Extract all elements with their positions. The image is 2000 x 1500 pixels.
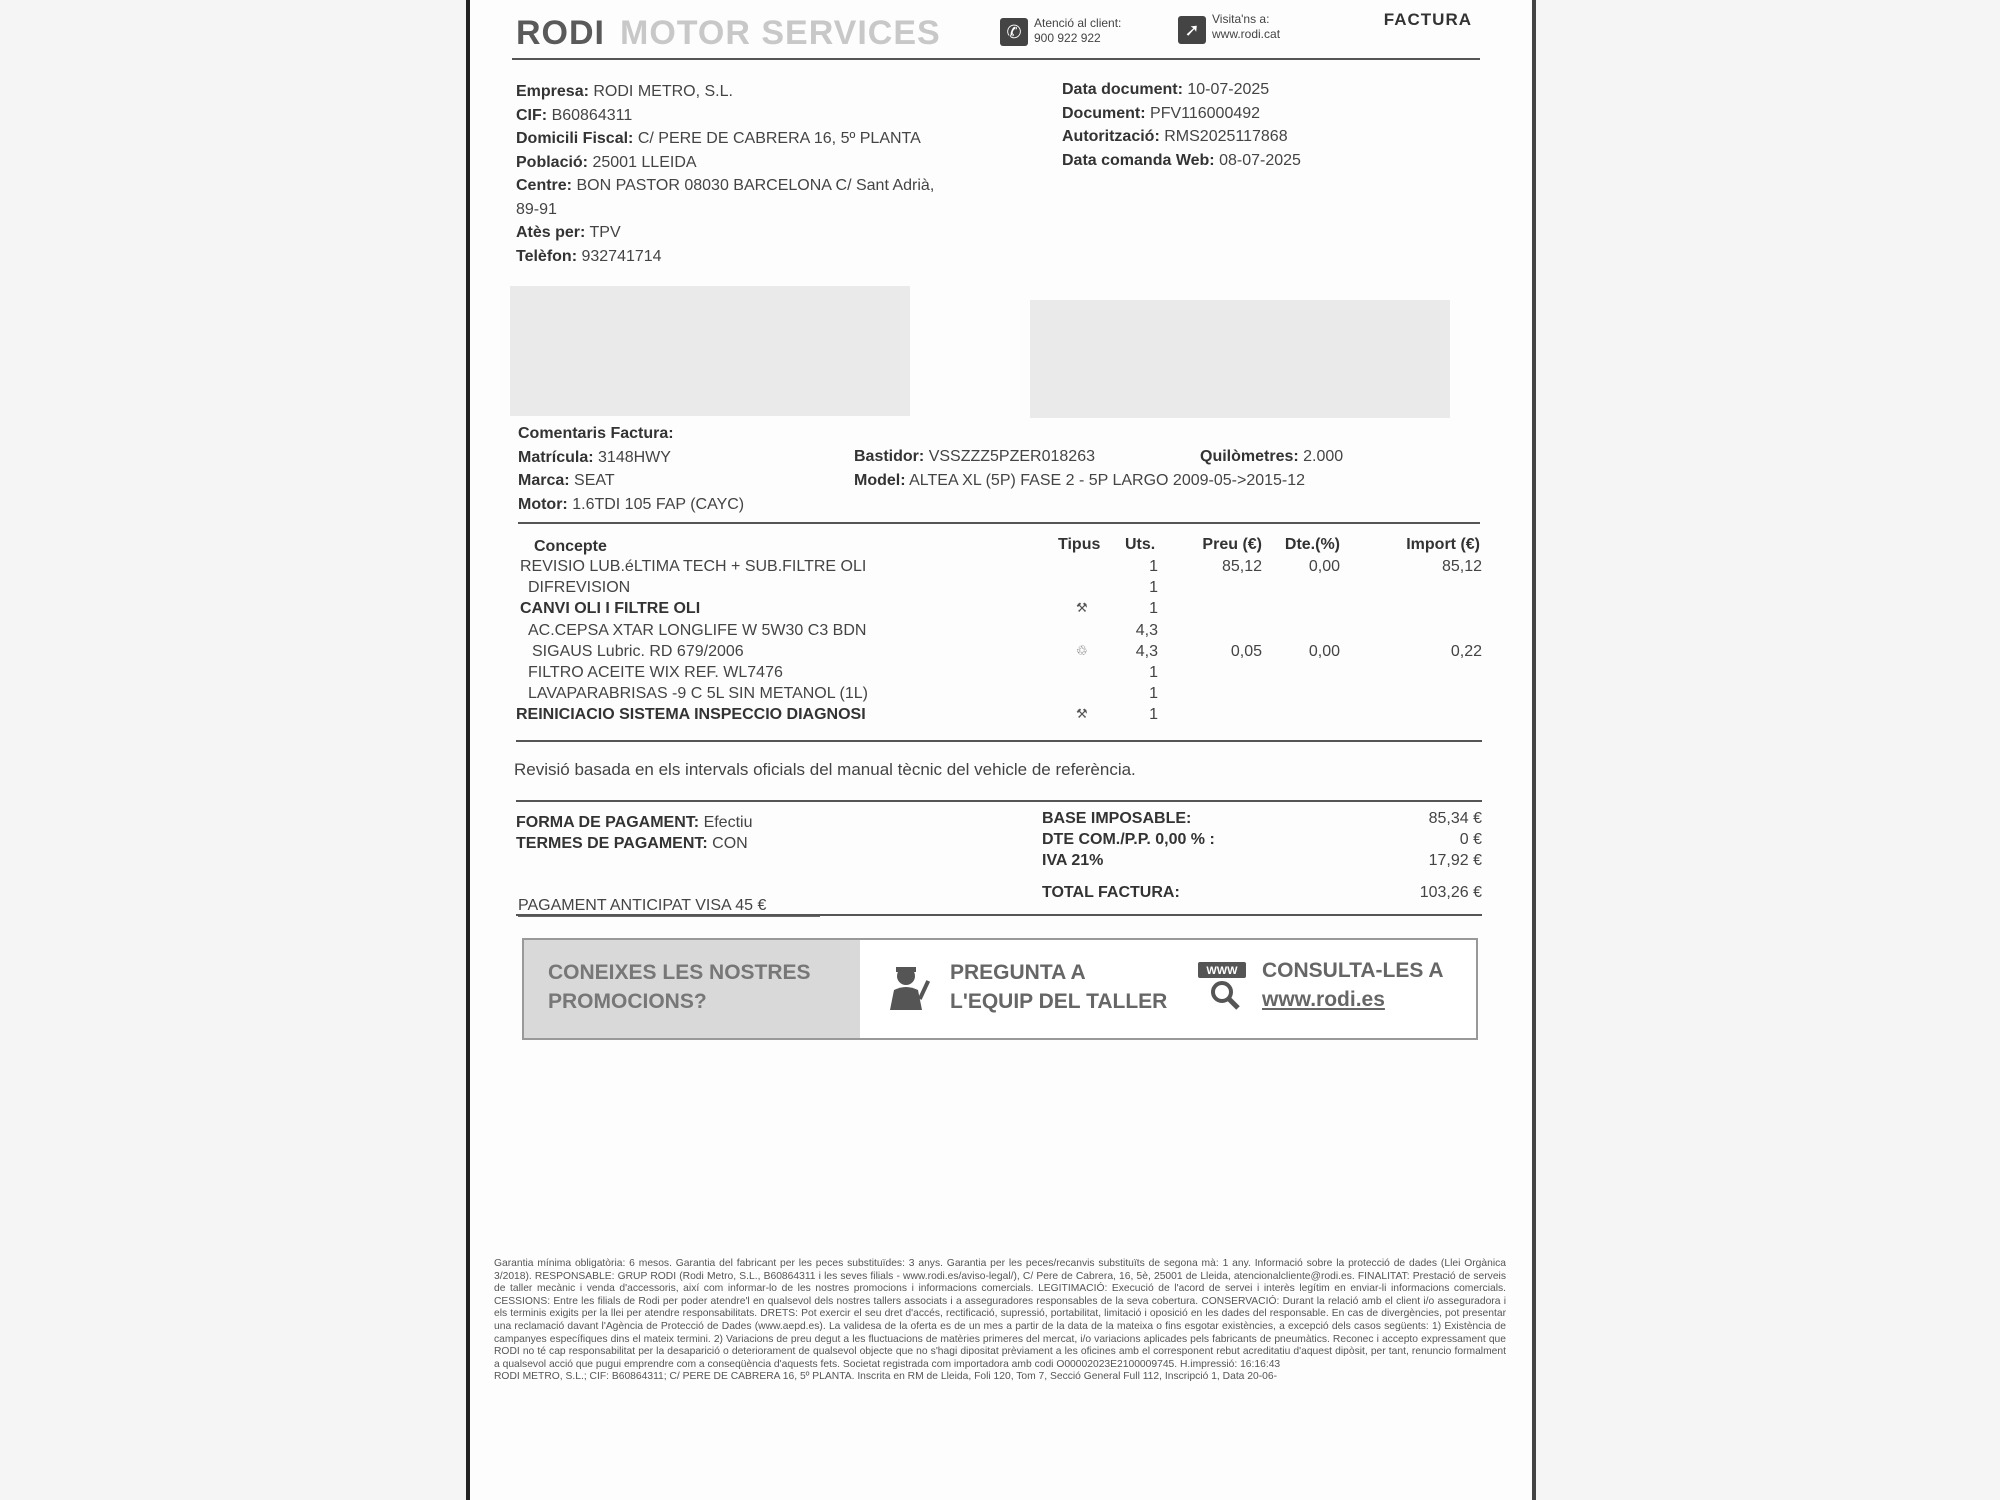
table-bottom-divider [516, 740, 1482, 742]
line-uts: 1 [1149, 558, 1158, 575]
col-header-concepte: Concepte [534, 538, 607, 555]
poblacio-row: Població: 25001 LLEIDA [516, 153, 697, 171]
line-concepte: AC.CEPSA XTAR LONGLIFE W 5W30 C3 BDN [528, 621, 867, 639]
revision-note: Revisió basada en els intervals oficials del manual tècnic del vehicle de referència. [514, 760, 1136, 779]
totals-divider [516, 914, 1482, 916]
dte-row: DTE COM./P.P. 0,00 % : 0 € [1042, 831, 1482, 848]
km-row: Quilòmetres: 2.000 [1200, 448, 1344, 465]
line-preu: 0,05 [1230, 642, 1262, 660]
col-header-dte: Dte.(%) [1284, 536, 1340, 553]
web-url: www.rodi.cat [1212, 27, 1281, 41]
line-import: 85,12 [1441, 558, 1482, 575]
data-comanda-row: Data comanda Web: 08-07-2025 [1062, 151, 1301, 169]
col-header-preu: Preu (€) [1202, 536, 1262, 553]
promo-web-link[interactable]: www.rodi.es [1262, 988, 1385, 1011]
base-imposable-row: BASE IMPOSABLE: 85,34 € [1042, 810, 1482, 827]
line-uts: 4,3 [1135, 642, 1158, 660]
line-concepte: LAVAPARABRISAS -9 C 5L SIN METANOL (1L) [528, 685, 868, 703]
line-concepte: CANVI OLI I FILTRE OLI [520, 600, 701, 618]
phone-label: Atenció al client: [1034, 16, 1122, 30]
promo-left-panel [524, 940, 860, 1038]
marca-row: Marca: SEAT [518, 472, 615, 489]
brand-logo-subtitle: MOTOR SERVICES [620, 14, 941, 52]
cursor-icon: ➚ [1178, 16, 1206, 44]
line-concepte: REINICIACIO SISTEMA INSPECCIO DIAGNOSI [516, 706, 866, 724]
autoritzacio-row: Autorització: RMS2025117868 [1062, 128, 1288, 145]
line-preu: 85,12 [1221, 558, 1262, 575]
domicili-row: Domicili Fiscal: C/ PERE DE CABRERA 16, 5º PLANTA [516, 130, 921, 147]
line-concepte: REVISIO LUB.éLTIMA TECH + SUB.FILTRE OLI [520, 558, 867, 575]
web-label: Visita'ns a: [1212, 12, 1270, 26]
model-row: Model: ALTEA XL (5P) FASE 2 - 5P LARGO 2009-05->2015-12 [854, 471, 1306, 489]
invoice-page [470, 0, 1532, 1500]
termes-pagament-row: TERMES DE PAGAMENT: CON [516, 835, 748, 852]
line-uts: 4,3 [1135, 621, 1158, 639]
total-factura-row: TOTAL FACTURA: 103,26 € [1042, 884, 1482, 901]
data-document-row: Data document: 10-07-2025 [1062, 81, 1270, 98]
telefon-row: Telèfon: 932741714 [516, 247, 662, 265]
bastidor-row: Bastidor: VSSZZZ5PZER018263 [854, 448, 1095, 465]
document-type: FACTURA [1383, 10, 1472, 29]
matricula-row: Matrícula: 3148HWY [518, 448, 671, 466]
mechanic-icon [884, 962, 934, 1012]
line-uts: 1 [1149, 664, 1158, 681]
iva-row: IVA 21% 17,92 € [1042, 852, 1482, 869]
line-import: 0,22 [1450, 642, 1482, 660]
line-concepte: FILTRO ACEITE WIX REF. WL7476 [528, 664, 783, 681]
line-uts: 1 [1149, 579, 1158, 597]
empresa-row: Empresa: RODI METRO, S.L. [516, 83, 733, 100]
col-header-uts: Uts. [1125, 536, 1156, 553]
col-header-tipus: Tipus [1058, 536, 1101, 553]
wrench-icon: ⚒ [1076, 600, 1088, 616]
line-dte: 0,00 [1308, 558, 1340, 575]
phone-icon: ✆ [1000, 18, 1028, 46]
promo-ask-staff: PREGUNTA A L'EQUIP DEL TALLER [950, 961, 1168, 1013]
document-number-row: Document: PFV116000492 [1062, 104, 1261, 122]
registry-text: RODI METRO, S.L.; CIF: B60864311; C/ PERE DE CABRERA 16, 5º PLANTA. Inscrita en RM de Lleida, Foli 120, Tom 7, Secció General Full 112, Inscripció 1, Data 20-06- [494, 1371, 1278, 1383]
line-uts: 1 [1149, 685, 1158, 703]
promo-banner [522, 938, 1478, 1040]
totals-block [1042, 810, 1482, 906]
payment-divider [516, 800, 1482, 802]
cif-row: CIF: B60864311 [516, 106, 633, 124]
phone-number: 900 922 922 [1034, 31, 1101, 45]
recycle-icon: ♲ [1076, 642, 1088, 658]
pagament-anticipat: PAGAMENT ANTICIPAT VISA 45 € [518, 897, 820, 917]
line-uts: 1 [1149, 600, 1158, 618]
legal-footer [494, 1258, 1506, 1384]
payment-info [516, 812, 916, 854]
line-concepte: SIGAUS Lubric. RD 679/2006 [532, 642, 744, 660]
brand-logo: RODI [516, 14, 605, 52]
promo-web: CONSULTA-LES A www.rodi.es [1262, 956, 1444, 1014]
col-header-import: Import (€) [1406, 536, 1480, 553]
line-dte: 0,00 [1308, 642, 1340, 660]
www-search-icon [1196, 960, 1248, 1010]
legal-text: Garantia mínima obligatòria: 6 mesos. Garantia del fabricant per les peces substituïdes: 3 anys. Garantia per les peces/recanvis substituïts de segona mà: 1 any. Informació sobre la protecció de dades (Llei Orgànica 3/2018). RESPONSABLE: GRUP RODI (Rodi Metro, S.L., B60864311 i les seves filials - www.rodi.es/aviso-legal/), C/ Pere de Cabrera, 16, 5è, 25001 de Lleida, atencionalcliente@rodi.es. FINALITAT: Prestació de serveis de taller mecànic i venda d'accessoris, així com informar-lo de les nostres promocions i informacions comercials. LEGITIMACIÓ: Execució de l'acord de servei i interès legítim en enviar-li informacions comercials. CESSIONS: Entre les filials de Rodi per poder atendre'l en qualsevol dels nostres tallers associats i a asseguradores responsables de la seva cobertura. CONSERVACIÓ: Durant la relació amb el client i/o asseguradora i els terminis exigits per la llei per atendre responsabilitats. DRETS: Pot exercir el seu dret d'accés, rectificació, supressió, portabilitat, limitació i oposició en les dades del responsable. En cas de divergències, pot presentar una reclamació davant l'Agència de Protecció de Dades (www.aepd.es). La validesa de la oferta es de un mes a partir de la data de la mateixa o fins esgotar existències, a excepció dels casos següents: 1) Existència de campanyes específiques dins el mateix termini. 2) Variacions de preu degut a les fluctuacions de matèries primeres del mercat, i/o variacions aplicades pels fabricants de pneumàtics. Reconec i accepto expressament que RODI no té cap responsabilitat per la desaparició o deteriorament de qualsevol objecte que no s'hagi dipositat prèviament a les oficines amb el corresponent rebut acreditatiu d'aquest dipòsit, per tant, renuncio formalment a qualsevol acció que pugui emprendre com a conseqüència d'aquests fets. Societat registrada com importadora amb codi O00002023E2100009745. H.impressió: 16:16:43 [494, 1258, 1506, 1370]
comentaris-row: Comentaris Factura: [518, 425, 674, 442]
forma-pagament-row: FORMA DE PAGAMENT: Efectiu [516, 814, 753, 831]
svg-text:WWW: WWW [1206, 965, 1238, 977]
wrench-icon: ⚒ [1076, 706, 1088, 722]
motor-row: Motor: 1.6TDI 105 FAP (CAYC) [518, 495, 745, 513]
centre-row-2: 89-91 [516, 200, 557, 218]
promo-question: CONEIXES LES NOSTRES PROMOCIONS? [548, 961, 811, 1013]
line-concepte: DIFREVISION [528, 579, 631, 597]
centre-row: Centre: BON PASTOR 08030 BARCELONA C/ Sant Adrià, [516, 177, 935, 194]
line-uts: 1 [1149, 706, 1158, 724]
ates-row: Atès per: TPV [516, 224, 621, 241]
